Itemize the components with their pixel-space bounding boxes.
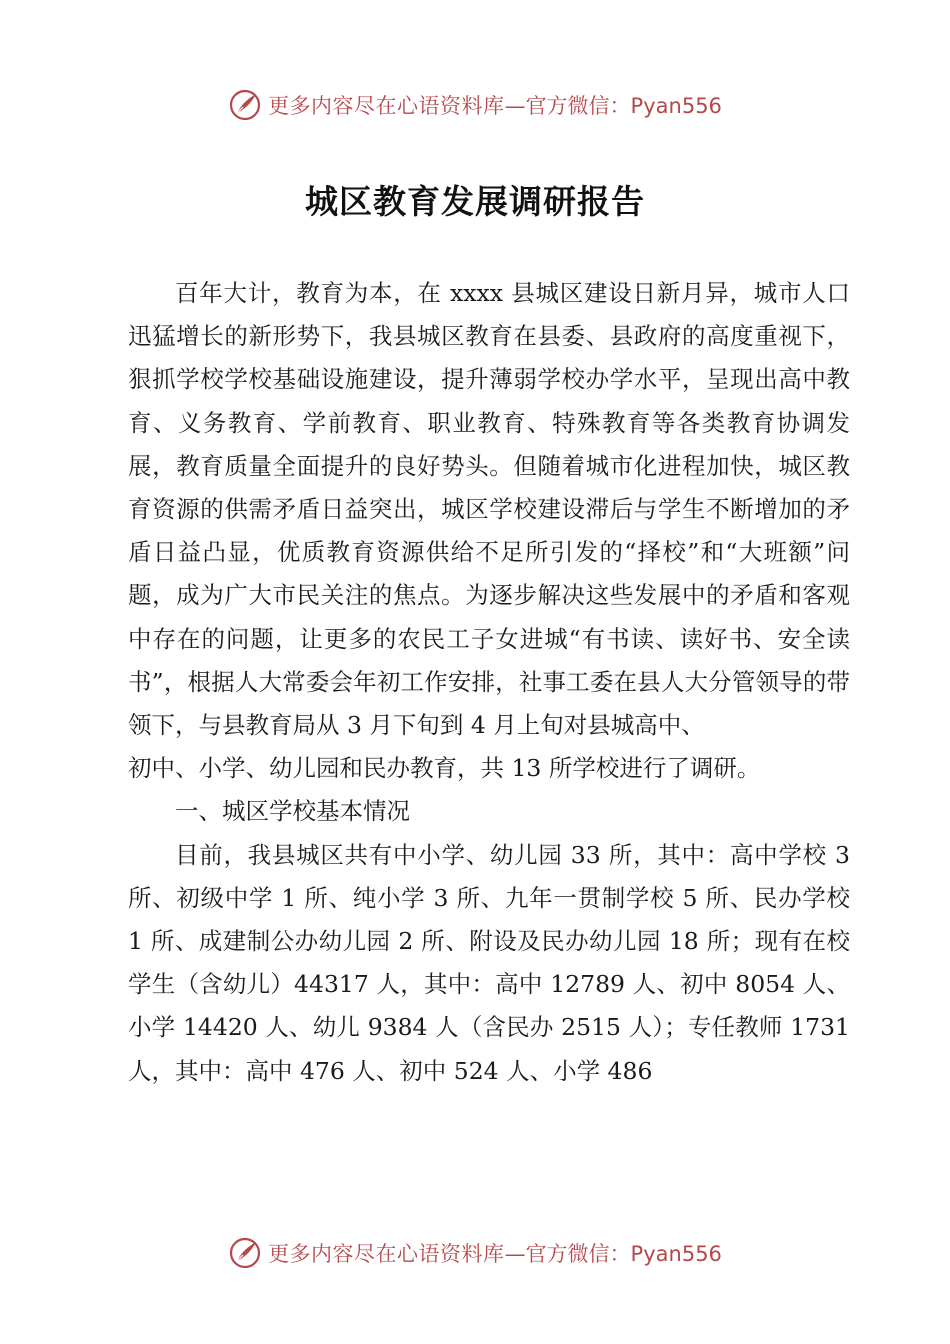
banner-text: 更多内容尽在心语资料库 <box>268 1242 505 1266</box>
quill-logo-icon <box>228 1236 262 1270</box>
quill-logo-icon <box>228 88 262 122</box>
paragraph-intro: 百年大计，教育为本，在 xxxx 县城区建设日新月异，城市人口迅猛增长的新形势下，我县城区教育在县委、县政府的高度重视下，狠抓学校学校基础设施建设，提升薄弱学校办学水平，呈现出高中教育、义务教育、学前教育、职业教育、特殊教育等各类教育协调发展，教育质量全面提升的良好势头。但随着城市化进程加快，城区教育资源的供需矛盾日益突出，城区学校建设滞后与学生不断增加的矛盾日益凸显，优质教育资源供给不足所引发的“择校”和“大班额”问题，成为广大市民关注的焦点。为逐步解决这些发展中的矛盾和客观中存在的问题，让更多的农民工子女进城“有书读、读好书、安全读书”，根据人大常委会年初工作安排，社事工委在县人大分管领导的带领下，与县教育局从 3 月下旬到 4 月上旬对县城高中、 <box>128 279 850 740</box>
document-title: 城区教育发展调研报告 <box>305 182 645 221</box>
footer-banner <box>0 1236 950 1270</box>
banner-text: 更多内容尽在心语资料库 <box>268 94 505 118</box>
banner-wechat: —官方微信：Pyan556 <box>504 94 722 118</box>
section-heading: 一、城区学校基本情况 <box>175 797 410 826</box>
paragraph-stats: 目前，我县城区共有中小学、幼儿园 33 所，其中：高中学校 3 所、初级中学 1 所、纯小学 3 所、九年一贯制学校 5 所、民办学校 1 所、成建制公办幼儿园 2 所、附设及民办幼儿园 18 所；现有在校学生（含幼儿）44317 人，其中：高中 12789 人、初中 8054 人、小学 14420 人、幼儿 9384 人（含民办 2515 人）；专任教师 1731 人，其中：高中 476 人、初中 524 人、小学 486 <box>128 840 850 1085</box>
header-banner <box>0 88 950 122</box>
document-body <box>128 272 850 1093</box>
paragraph-intro-continued: 初中、小学、幼儿园和民办教育，共 13 所学校进行了调研。 <box>128 754 761 783</box>
banner-wechat: —官方微信：Pyan556 <box>504 1242 722 1266</box>
